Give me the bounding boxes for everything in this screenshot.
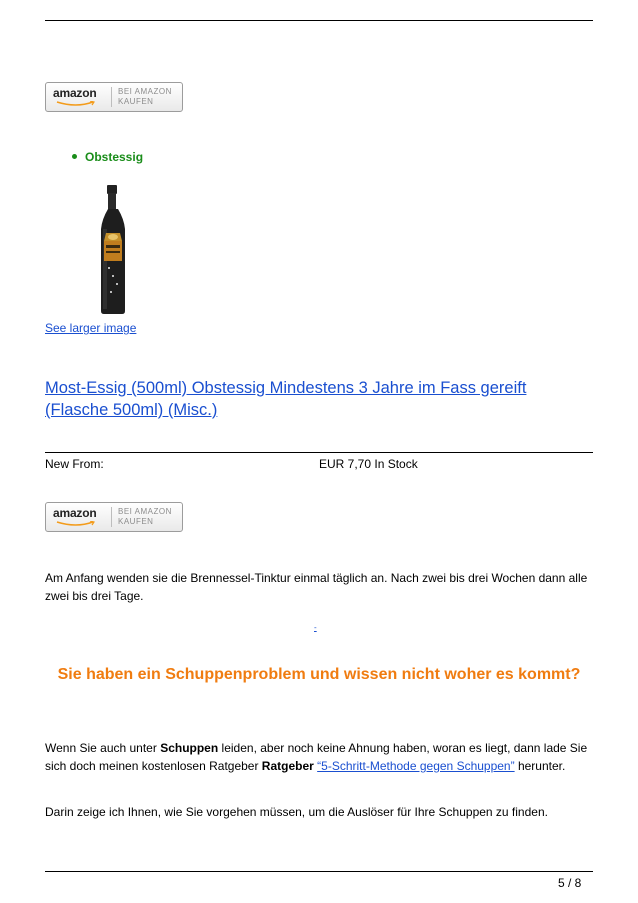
amazon-smile-icon [56,101,96,107]
new-from-label: New From: [45,457,104,471]
list-item-label: Obstessig [85,150,144,164]
bullet-icon [72,154,77,159]
amazon-button-text [118,507,172,527]
page-number: 5 / 8 [558,876,582,890]
small-link[interactable]: - [314,623,317,632]
amazon-button-line2: KAUFEN [118,97,154,106]
amazon-button-text [118,87,172,107]
amazon-logo: amazon [53,506,97,520]
footer-rule [45,871,593,872]
amazon-buy-button[interactable] [45,82,183,112]
button-divider [111,507,112,527]
amazon-smile-icon [56,521,96,527]
amazon-buy-button-2[interactable] [45,502,183,532]
paragraph-tincture: Am Anfang wenden sie die Brennessel-Tinktur einmal täglich an. Nach zwei bis drei Wochen dann alle zwei bis drei Tage. [45,571,588,603]
see-larger-image-link[interactable]: See larger image [45,321,137,335]
guide-bold-ratgeber: Ratgeber [261,759,314,773]
guide-bold-schuppen: Schuppen [160,741,219,755]
product-title-link[interactable]: Most-Essig (500ml) Obstessig Mindestens 3 Jahre im Fass gereift (Flasche 500ml) (Misc.) [45,379,527,419]
amazon-button-line1: BEI AMAZON [118,87,172,96]
price-divider [45,452,593,453]
amazon-logo: amazon [53,86,97,100]
guide-text-3: herunter. [514,759,566,773]
top-rule [45,20,593,21]
amazon-button-line2: KAUFEN [118,517,154,526]
paragraph-causes: Darin zeige ich Ihnen, wie Sie vorgehen müssen, um die Auslöser für Ihre Schuppen zu finden. [45,805,548,819]
section-heading: Sie haben ein Schuppenproblem und wissen nicht woher es kommt? [57,666,581,683]
guide-download-link[interactable]: “5-Schritt-Methode gegen Schuppen” [317,759,515,773]
price-stock-value: EUR 7,70 In Stock [319,457,418,471]
button-divider [111,87,112,107]
guide-text-2: leiden, aber noch keine Ahnung haben, woran es liegt, dann lade Sie sich doch meinen kostenlosen Ratgeber [45,741,588,773]
guide-text-1: Wenn Sie auch unter [45,741,161,755]
paragraph-guide [45,739,593,775]
product-image[interactable] [88,183,138,317]
amazon-button-line1: BEI AMAZON [118,507,172,516]
list-item [72,150,143,164]
